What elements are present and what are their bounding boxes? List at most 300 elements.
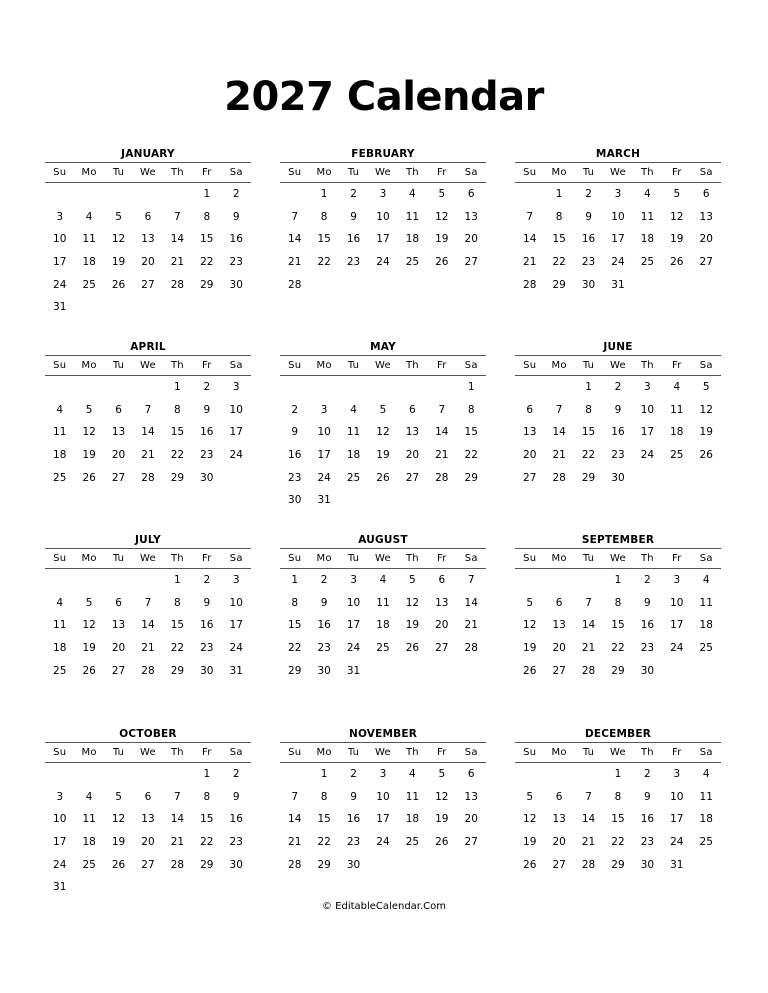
day-cell: 7 xyxy=(555,403,563,416)
weekday-label: Th xyxy=(170,360,184,371)
day-cell: 21 xyxy=(288,836,302,849)
day-cell: 19 xyxy=(405,619,420,632)
day-cell: 19 xyxy=(670,233,684,246)
weekday-label: Tu xyxy=(112,553,125,564)
day-cell: 28 xyxy=(581,858,596,871)
day-cell: 7 xyxy=(585,596,592,609)
day-cell: 26 xyxy=(82,471,96,484)
day-cell: 22 xyxy=(552,256,566,269)
weekday-label: Th xyxy=(405,747,419,758)
day-cell: 1 xyxy=(320,188,328,200)
day-grid xyxy=(280,763,486,876)
weekday-label: Mo xyxy=(81,360,97,371)
day-cell: 15 xyxy=(611,619,625,632)
day-cell: 1 xyxy=(174,574,181,586)
day-cell: 18 xyxy=(82,836,96,849)
day-cell: 21 xyxy=(141,642,155,655)
month-name: MARCH xyxy=(595,148,641,160)
day-cell: 23 xyxy=(229,256,243,269)
day-cell: 6 xyxy=(115,403,122,416)
day-cell: 22 xyxy=(611,642,625,655)
day-cell: 8 xyxy=(320,790,328,803)
day-cell: 14 xyxy=(141,619,155,632)
day-cell: 4 xyxy=(379,574,387,586)
day-cell: 2 xyxy=(614,381,622,393)
weekday-label: Su xyxy=(523,553,537,564)
weekday-label: Fr xyxy=(202,747,212,758)
day-cell: 8 xyxy=(585,403,592,416)
day-cell: 21 xyxy=(552,449,566,462)
day-cell: 20 xyxy=(141,836,155,849)
day-cell: 7 xyxy=(174,790,181,803)
day-cell: 28 xyxy=(288,278,302,291)
day-cell: 1 xyxy=(174,381,181,393)
day-cell: 9 xyxy=(232,790,240,803)
month-block-december xyxy=(515,727,721,876)
day-cell: 15 xyxy=(581,426,596,439)
empty-day-cell xyxy=(515,763,544,786)
weekday-label: Mo xyxy=(551,360,567,371)
month-name: JANUARY xyxy=(121,148,175,160)
day-cell: 16 xyxy=(288,449,302,462)
empty-day-cell xyxy=(515,183,544,206)
weekday-label: Su xyxy=(523,167,537,178)
day-cell: 30 xyxy=(581,278,596,291)
weekday-label: Tu xyxy=(582,553,595,564)
day-cell: 1 xyxy=(555,188,563,200)
month-name: APRIL xyxy=(130,341,166,353)
day-cell: 12 xyxy=(82,426,96,439)
day-cell: 11 xyxy=(699,596,713,609)
day-cell: 10 xyxy=(229,596,243,609)
day-cell: 22 xyxy=(317,256,331,269)
day-cell: 2 xyxy=(585,188,592,200)
empty-day-cell xyxy=(398,376,427,399)
empty-day-cell xyxy=(368,376,397,399)
day-cell: 5 xyxy=(409,574,416,586)
day-cell: 5 xyxy=(85,596,93,609)
weekday-header-row xyxy=(280,163,486,182)
day-cell: 26 xyxy=(699,449,713,462)
day-cell: 30 xyxy=(229,278,243,291)
weekday-label: Th xyxy=(405,360,419,371)
day-cell: 23 xyxy=(640,642,655,655)
day-cell: 31 xyxy=(53,301,67,314)
day-cell: 24 xyxy=(611,256,625,269)
day-cell: 24 xyxy=(53,858,67,871)
day-cell: 29 xyxy=(200,858,214,871)
day-cell: 14 xyxy=(170,813,185,826)
weekday-header-row xyxy=(280,743,486,762)
day-cell: 8 xyxy=(555,210,563,223)
weekday-header-row xyxy=(515,163,721,182)
day-cell: 11 xyxy=(53,619,67,632)
day-cell: 11 xyxy=(405,210,420,223)
day-cell: 23 xyxy=(346,836,361,849)
day-cell: 12 xyxy=(82,619,96,632)
day-cell: 4 xyxy=(673,381,681,393)
day-cell: 29 xyxy=(464,471,478,484)
day-cell: 7 xyxy=(174,210,181,223)
day-cell: 14 xyxy=(464,596,478,609)
day-cell: 28 xyxy=(581,664,596,677)
day-cell: 5 xyxy=(115,210,122,223)
day-cell: 14 xyxy=(170,233,185,246)
day-cell: 31 xyxy=(229,664,243,677)
day-cell: 20 xyxy=(435,619,449,632)
day-cell: 22 xyxy=(170,642,185,655)
day-cell: 5 xyxy=(438,768,446,780)
day-cell: 19 xyxy=(111,256,126,269)
weekday-label: Su xyxy=(523,360,537,371)
day-cell: 24 xyxy=(670,836,684,849)
day-cell: 17 xyxy=(229,426,243,439)
day-cell: 18 xyxy=(640,233,655,246)
day-cell: 7 xyxy=(291,210,299,223)
empty-day-cell xyxy=(74,183,103,206)
day-cell: 26 xyxy=(435,836,449,849)
weekday-label: We xyxy=(375,167,391,178)
day-cell: 15 xyxy=(552,233,566,246)
day-cell: 30 xyxy=(229,858,243,871)
weekday-label: We xyxy=(140,747,156,758)
day-cell: 8 xyxy=(203,790,211,803)
day-cell: 24 xyxy=(346,642,361,655)
day-cell: 23 xyxy=(200,642,214,655)
day-cell: 14 xyxy=(581,619,596,632)
day-cell: 9 xyxy=(350,790,357,803)
day-cell: 10 xyxy=(346,596,361,609)
day-cell: 10 xyxy=(640,403,655,416)
day-grid xyxy=(45,763,251,899)
weekday-label: Sa xyxy=(229,553,243,564)
weekday-header-row xyxy=(515,356,721,375)
weekday-label: Fr xyxy=(437,553,447,564)
weekday-label: Mo xyxy=(316,360,332,371)
day-cell: 24 xyxy=(670,642,684,655)
day-cell: 28 xyxy=(552,471,566,484)
day-cell: 5 xyxy=(526,596,534,609)
day-cell: 13 xyxy=(141,813,155,826)
day-cell: 1 xyxy=(320,768,328,780)
day-cell: 1 xyxy=(203,188,211,200)
day-cell: 30 xyxy=(288,494,302,507)
day-cell: 8 xyxy=(614,790,622,803)
day-cell: 22 xyxy=(611,836,625,849)
day-cell: 27 xyxy=(141,278,155,291)
day-cell: 18 xyxy=(670,426,684,439)
day-cell: 7 xyxy=(585,790,592,803)
day-cell: 29 xyxy=(170,471,185,484)
empty-day-cell xyxy=(104,376,133,399)
weekday-label: Sa xyxy=(464,747,478,758)
weekday-label: Su xyxy=(288,553,302,564)
day-cell: 12 xyxy=(699,403,713,416)
weekday-label: Th xyxy=(405,553,419,564)
day-cell: 9 xyxy=(232,210,240,223)
month-block-november xyxy=(280,727,486,876)
weekday-label: Sa xyxy=(699,553,713,564)
day-cell: 29 xyxy=(200,278,214,291)
day-cell: 15 xyxy=(200,813,214,826)
weekday-label: We xyxy=(610,747,626,758)
weekday-label: Fr xyxy=(672,553,682,564)
day-cell: 12 xyxy=(435,790,449,803)
day-cell: 30 xyxy=(346,858,361,871)
month-name: SEPTEMBER xyxy=(581,534,655,546)
day-cell: 19 xyxy=(82,449,96,462)
weekday-label: Tu xyxy=(347,360,360,371)
day-cell: 11 xyxy=(53,426,67,439)
empty-day-cell xyxy=(544,763,573,786)
day-cell: 11 xyxy=(640,210,655,223)
weekday-label: Tu xyxy=(347,553,360,564)
day-cell: 14 xyxy=(552,426,566,439)
day-cell: 16 xyxy=(611,426,625,439)
empty-day-cell xyxy=(74,763,103,786)
day-cell: 17 xyxy=(317,449,331,462)
empty-day-cell xyxy=(544,569,573,592)
day-cell: 1 xyxy=(203,768,211,780)
day-cell: 11 xyxy=(346,426,361,439)
day-cell: 5 xyxy=(85,403,93,416)
day-cell: 31 xyxy=(317,494,331,507)
day-cell: 15 xyxy=(464,426,478,439)
day-grid xyxy=(45,376,251,489)
day-cell: 16 xyxy=(581,233,596,246)
day-cell: 21 xyxy=(170,836,185,849)
day-cell: 27 xyxy=(699,256,713,269)
day-cell: 20 xyxy=(141,256,155,269)
day-cell: 6 xyxy=(555,596,563,609)
day-grid xyxy=(280,183,486,296)
day-cell: 16 xyxy=(346,813,361,826)
day-cell: 24 xyxy=(229,642,243,655)
weekday-label: Sa xyxy=(229,360,243,371)
day-cell: 29 xyxy=(170,664,185,677)
weekday-label: Tu xyxy=(582,747,595,758)
day-cell: 3 xyxy=(673,574,681,586)
day-cell: 25 xyxy=(699,642,713,655)
day-cell: 19 xyxy=(523,642,537,655)
month-name: JULY xyxy=(135,534,161,546)
day-cell: 21 xyxy=(435,449,449,462)
weekday-label: We xyxy=(610,553,626,564)
copyright-footer: © EditableCalendar.Com xyxy=(321,901,447,912)
day-cell: 24 xyxy=(53,278,67,291)
day-cell: 13 xyxy=(464,790,478,803)
day-grid xyxy=(45,183,251,319)
month-block-march xyxy=(515,147,721,296)
day-cell: 9 xyxy=(291,426,299,439)
empty-day-cell xyxy=(427,376,456,399)
day-cell: 15 xyxy=(200,233,214,246)
day-cell: 18 xyxy=(405,813,420,826)
month-name: OCTOBER xyxy=(119,728,177,740)
day-cell: 3 xyxy=(56,210,64,223)
day-cell: 3 xyxy=(644,381,651,393)
day-cell: 3 xyxy=(379,188,387,200)
day-cell: 14 xyxy=(523,233,537,246)
weekday-label: Th xyxy=(640,747,654,758)
day-cell: 17 xyxy=(670,813,684,826)
day-grid xyxy=(515,763,721,876)
weekday-label: Tu xyxy=(347,167,360,178)
day-cell: 4 xyxy=(85,790,93,803)
day-cell: 7 xyxy=(144,596,152,609)
day-cell: 27 xyxy=(111,664,126,677)
day-cell: 4 xyxy=(702,768,710,780)
weekday-label: Tu xyxy=(347,747,360,758)
day-cell: 22 xyxy=(581,449,596,462)
day-cell: 13 xyxy=(435,596,449,609)
day-cell: 28 xyxy=(523,278,537,291)
day-cell: 3 xyxy=(320,403,328,416)
day-cell: 24 xyxy=(376,836,390,849)
day-cell: 25 xyxy=(53,471,67,484)
day-cell: 10 xyxy=(611,210,625,223)
weekday-label: Fr xyxy=(437,360,447,371)
page-title: 2027 Calendar xyxy=(224,74,544,120)
weekday-label: Th xyxy=(640,360,654,371)
day-cell: 7 xyxy=(467,574,475,586)
month-block-february xyxy=(280,147,486,296)
day-cell: 10 xyxy=(53,813,67,826)
day-cell: 18 xyxy=(53,642,67,655)
day-cell: 12 xyxy=(670,210,684,223)
day-cell: 27 xyxy=(464,256,478,269)
day-cell: 16 xyxy=(346,233,361,246)
day-cell: 2 xyxy=(232,188,240,200)
day-cell: 13 xyxy=(405,426,420,439)
day-cell: 29 xyxy=(611,664,625,677)
day-cell: 25 xyxy=(346,471,361,484)
empty-day-cell xyxy=(104,763,133,786)
weekday-label: Mo xyxy=(551,553,567,564)
weekday-label: Sa xyxy=(699,167,713,178)
day-cell: 20 xyxy=(552,642,566,655)
weekday-label: Fr xyxy=(202,553,212,564)
weekday-label: Su xyxy=(53,360,67,371)
month-block-january xyxy=(45,147,251,319)
weekday-label: Fr xyxy=(672,747,682,758)
weekday-label: Tu xyxy=(112,167,125,178)
day-cell: 26 xyxy=(405,642,420,655)
day-cell: 16 xyxy=(317,619,331,632)
month-name: AUGUST xyxy=(358,534,408,546)
month-block-july xyxy=(45,533,251,682)
day-cell: 11 xyxy=(670,403,684,416)
day-cell: 30 xyxy=(317,664,331,677)
day-cell: 4 xyxy=(56,596,64,609)
day-cell: 3 xyxy=(232,574,240,586)
day-cell: 27 xyxy=(464,836,478,849)
day-cell: 17 xyxy=(376,813,390,826)
weekday-label: Sa xyxy=(464,553,478,564)
day-cell: 28 xyxy=(435,471,449,484)
day-cell: 24 xyxy=(317,471,331,484)
empty-day-cell xyxy=(574,569,603,592)
day-cell: 23 xyxy=(640,836,655,849)
month-block-april xyxy=(45,340,251,489)
day-cell: 2 xyxy=(350,188,357,200)
day-cell: 21 xyxy=(523,256,537,269)
day-cell: 26 xyxy=(376,471,390,484)
day-cell: 4 xyxy=(56,403,64,416)
day-cell: 31 xyxy=(611,278,625,291)
day-cell: 19 xyxy=(523,836,537,849)
weekday-label: Th xyxy=(170,167,184,178)
weekday-label: Tu xyxy=(582,167,595,178)
day-cell: 27 xyxy=(405,471,420,484)
day-cell: 6 xyxy=(702,188,710,200)
day-cell: 17 xyxy=(229,619,243,632)
weekday-header-row xyxy=(45,549,251,568)
day-cell: 28 xyxy=(170,278,185,291)
day-cell: 16 xyxy=(200,426,214,439)
day-cell: 6 xyxy=(467,768,475,780)
day-cell: 27 xyxy=(141,858,155,871)
day-cell: 12 xyxy=(523,619,537,632)
weekday-label: We xyxy=(610,167,626,178)
empty-day-cell xyxy=(133,763,162,786)
day-cell: 19 xyxy=(376,449,390,462)
weekday-label: Su xyxy=(53,167,67,178)
day-cell: 6 xyxy=(526,403,534,416)
day-cell: 25 xyxy=(376,642,390,655)
day-cell: 4 xyxy=(409,188,416,200)
day-cell: 1 xyxy=(585,381,592,393)
day-cell: 3 xyxy=(673,768,681,780)
day-cell: 29 xyxy=(288,664,302,677)
day-cell: 18 xyxy=(699,619,713,632)
day-cell: 5 xyxy=(673,188,681,200)
day-cell: 22 xyxy=(170,449,185,462)
day-cell: 27 xyxy=(111,471,126,484)
weekday-label: We xyxy=(140,360,156,371)
day-cell: 25 xyxy=(405,256,420,269)
day-cell: 19 xyxy=(111,836,126,849)
day-cell: 22 xyxy=(288,642,302,655)
day-cell: 7 xyxy=(144,403,152,416)
day-cell: 23 xyxy=(611,449,625,462)
day-cell: 17 xyxy=(611,233,625,246)
empty-day-cell xyxy=(45,376,74,399)
day-cell: 9 xyxy=(203,596,211,609)
day-cell: 17 xyxy=(53,836,67,849)
empty-day-cell xyxy=(280,183,309,206)
month-block-may xyxy=(280,340,486,512)
day-cell: 15 xyxy=(170,619,185,632)
day-cell: 6 xyxy=(144,790,152,803)
day-cell: 5 xyxy=(115,790,122,803)
day-cell: 5 xyxy=(379,403,387,416)
day-cell: 1 xyxy=(614,574,622,586)
weekday-label: Fr xyxy=(202,167,212,178)
weekday-label: Su xyxy=(523,747,537,758)
day-grid xyxy=(280,376,486,512)
weekday-label: Tu xyxy=(582,360,595,371)
day-cell: 25 xyxy=(82,278,96,291)
day-grid xyxy=(45,569,251,682)
day-cell: 7 xyxy=(291,790,299,803)
day-cell: 4 xyxy=(409,768,416,780)
day-cell: 8 xyxy=(203,210,211,223)
day-cell: 22 xyxy=(200,256,214,269)
day-cell: 21 xyxy=(581,642,596,655)
day-cell: 29 xyxy=(552,278,566,291)
empty-day-cell xyxy=(45,569,74,592)
